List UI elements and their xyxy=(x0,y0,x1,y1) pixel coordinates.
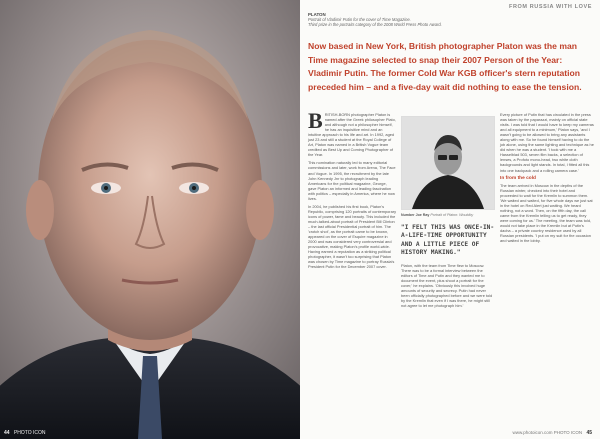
drop-cap: B xyxy=(308,108,323,133)
paragraph: This nomination naturally led to many editorial commissions and later, work from Arena, The Face and Vogue. In 1995, the recruitment by the late John Kennedy Jnr to photograph leading Americans for the political magazine, George, gave Platon an informed and leading fascination with politics – especially in America, where he now lives. xyxy=(308,160,396,201)
right-page-folio xyxy=(512,430,592,436)
paragraph: Every picture of Putin that has circulated in the press was taken by the paparazzi, mainly on official state visits. I was told that I would have to keep my cameras and all equipment to a minimum,' Platon says, 'and I wasn't going to be allowed to bring any assistants along with me. So he found himself having to do the job alone, using the same lighting and technique as he did when he was a student. 'I took with me a Hasselblad 503, seven film backs, a selection of lenses, a Profoto mono-head, two white cloth backgrounds and light stands. In total, I fitted all this into one backpack and a rolling camera case.' xyxy=(500,112,594,173)
photo-caption-name: Number Joe Ray xyxy=(401,213,430,217)
left-page-label: PHOTO ICON xyxy=(13,430,46,436)
article-page xyxy=(300,0,600,439)
paragraph: The team arrived in Moscow in the depths of the Russian winter, checked into their hotel and proceeded to wait for the Kremlin to summon them. 'We waited and waited, for five whole days we just sat in the hotel on Red Alert just waiting. We heard nothing, not a word. Then, on the fifth day, the call came from the Kremlin telling us to get ready, they were coming for us.' The meeting, the team was told, would not take place in the Kremlin but at Putin's dacha – a private country residence used by all Russian presidents. 'I put on my suit for the occasion and waited in the lobby. xyxy=(500,182,593,244)
footer-site: www.photoicon.com xyxy=(512,430,553,435)
footer-label: PHOTO ICON xyxy=(553,430,583,435)
platon-photo xyxy=(401,116,495,210)
left-page-folio xyxy=(4,430,46,436)
section-kicker: FROM RUSSIA WITH LOVE xyxy=(509,4,592,10)
column-1 xyxy=(308,108,397,272)
left-page-number: 44 xyxy=(4,430,10,436)
photo-caption-text: Portrait of Platon: Wouldby xyxy=(430,213,474,217)
paragraph: In 2004, he published his first book, Platon's Republic, comprising 120 portraits of contemporary icons of power, fame and beauty. This included the much-talked-about portrait of President Bill Clinton – the last official Presidential portrait of him. The 'crotch shot', as the portrait came to be known, appeared on the cover of Esquire magazine in 2000 and was considered very controversial and provocative, making Platon's profile world-wide. Having earned a reputation as a striking political photographer, it wasn't too surprising that Platon was chosen by Time magazine to portray Russia's President Putin for the December 2007 cover. xyxy=(308,203,397,270)
article-standfirst: Now based in New York, British photographer Platon was the man Time magazine selected to snap their 2007 Person of the Year: Vladimir Putin. The former Cold War KGB officer's stern reputation preceded him – and a five-day wait did nothing to ease the tension. xyxy=(308,41,582,92)
cover-caption xyxy=(308,12,458,27)
column-2 xyxy=(401,112,495,311)
paragraph xyxy=(308,108,396,158)
subhead-in-from-the-cold: In from the cold xyxy=(500,175,536,181)
caption-line-1: Portrait of Vladimir Putin for the cover of Time Magazine. xyxy=(308,17,411,23)
article-body xyxy=(308,108,594,422)
platon-photo-caption xyxy=(401,213,495,218)
platon-photo-illustration xyxy=(402,117,494,209)
caption-photographer: PLATON xyxy=(308,12,326,17)
column-3 xyxy=(500,112,594,246)
paragraph: Platon, with the team from Time flew to Moscow. There was to be a formal interview between the editors of Time and Putin and they wanted me to document the event, plus shoot a portrait for the cover,' he explains. 'Obviously this involved huge amounts of security and secrecy. Putin had never been officially photographed before and we were told by the Kremlin that even if I was there, he might still not agree to let me photograph him.' xyxy=(401,262,493,308)
pull-quote: "I FELT THIS WAS ONCE-IN-A-LIFE-TIME OPPORTUNITY AND A LITTLE PIECE OF HISTORY MAKING." xyxy=(401,223,495,257)
caption-line-2: Third prize in the portraits category of the 2008 World Press Photo Award. xyxy=(308,22,442,28)
right-page-number: 45 xyxy=(586,430,592,436)
paragraph-text: RITISH-BORN photographer Platon is named after the Greek philosopher Plato, and although not a philosopher himself, he has an inquisitive mind and an intuitive approach to his life and art. In 1992, aged just 23 and still a student at the Royal College of Art, Platon was named in a British Vogue team credited as Best Up and Coming Photographer of the Year. xyxy=(308,112,396,158)
